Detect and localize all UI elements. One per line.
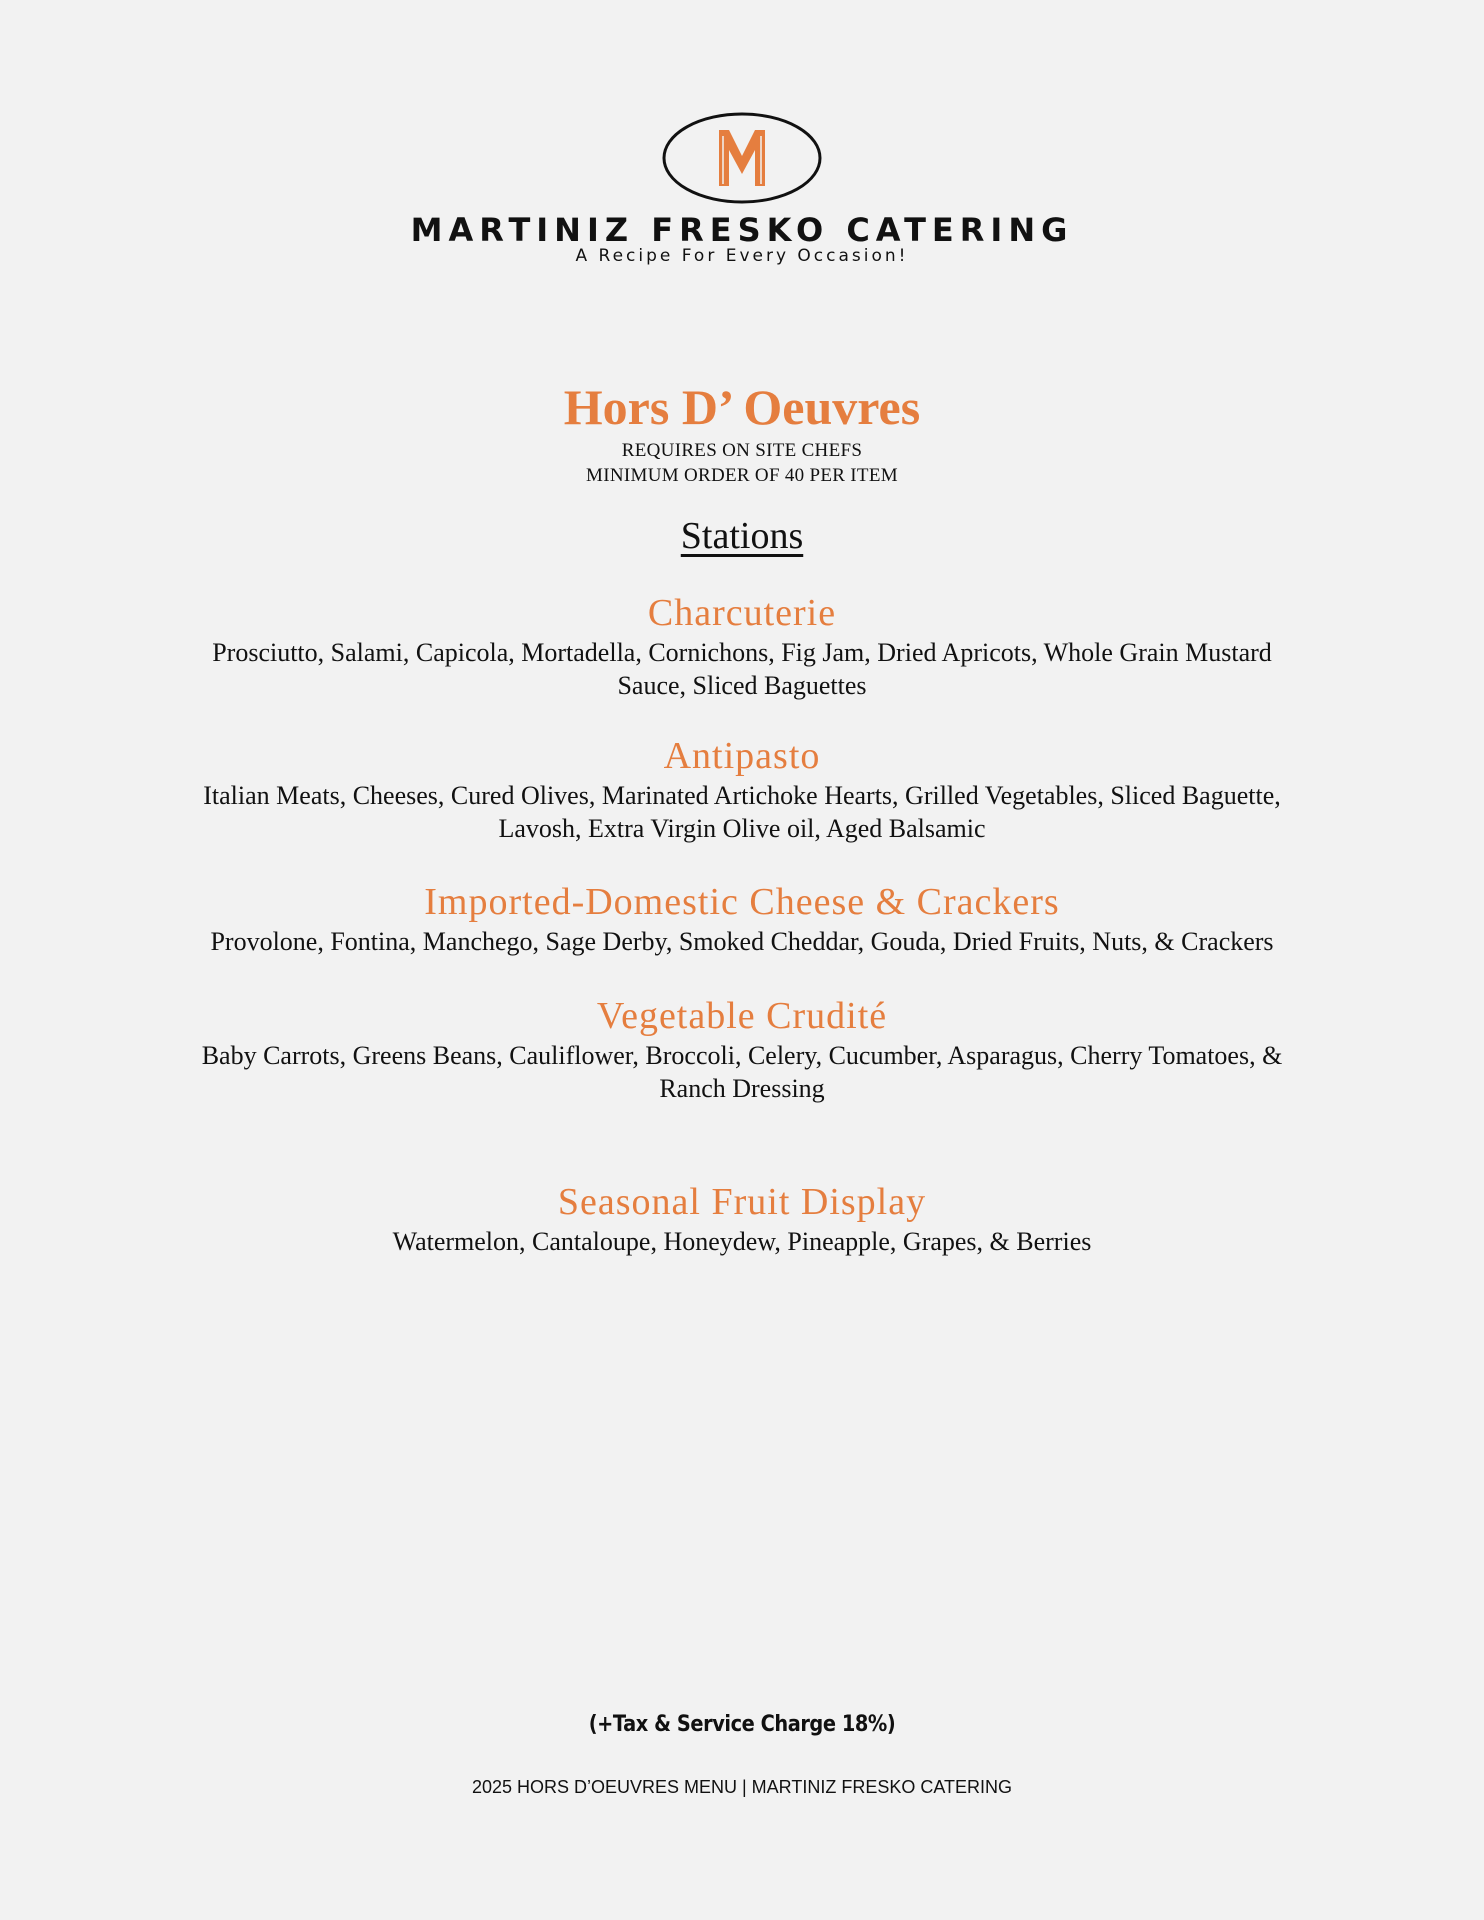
station-name: Seasonal Fruit Display [557, 1181, 927, 1224]
station-seasonal-fruit [150, 1183, 1334, 1258]
station-antipasto [150, 734, 1334, 846]
page-footer: 2025 HORS D’OEUVRES MENU | MARTINIZ FRESKO CATERING [471, 1777, 1013, 1797]
brand-name: MARTINIZ FRESKO CATERING [410, 211, 1074, 249]
note-minimum-order: MINIMUM ORDER OF 40 PER ITEM [586, 464, 898, 486]
menu-notes [150, 439, 1334, 488]
station-name: Imported-Domestic Cheese & Crackers [424, 881, 1060, 924]
station-charcuterie [150, 594, 1334, 703]
station-items: Baby Carrots, Greens Beans, Cauliflower, Broccoli, Celery, Cucumber, Asparagus, Cherry Tomatoes, & Ranch Dressing [201, 1040, 1283, 1103]
station-items: Prosciutto, Salami, Capicola, Mortadella, Cornichons, Fig Jam, Dried Apricots, Whole Grain Mustard Sauce, Sliced Baguettes [212, 638, 1272, 701]
station-cheese-crackers [150, 883, 1334, 958]
logo-emblem-icon [657, 108, 827, 208]
station-items: Provolone, Fontina, Manchego, Sage Derby, Smoked Cheddar, Gouda, Dried Fruits, Nuts, & Crackers [210, 927, 1274, 957]
menu-content [150, 380, 1334, 1258]
station-vegetable-crudite [150, 994, 1334, 1106]
brand-tagline: A Recipe For Every Occasion! [575, 246, 909, 266]
brand-logo [0, 108, 1484, 265]
tax-service-note: (+Tax & Service Charge 18%) [588, 1712, 896, 1737]
note-onsite-chefs: REQUIRES ON SITE CHEFS [621, 440, 863, 461]
menu-title: Hors D’ Oeuvres [563, 379, 921, 435]
station-name: Antipasto [663, 734, 821, 777]
station-name: Vegetable Crudité [596, 994, 888, 1037]
section-heading-stations: Stations [680, 515, 804, 558]
station-items: Italian Meats, Cheeses, Cured Olives, Marinated Artichoke Hearts, Grilled Vegetables, Sliced Baguette, Lavosh, Extra Virgin Olive oil, Aged Balsamic [203, 780, 1281, 843]
station-items: Watermelon, Cantaloupe, Honeydew, Pineapple, Grapes, & Berries [392, 1227, 1092, 1257]
station-name: Charcuterie [647, 592, 837, 635]
